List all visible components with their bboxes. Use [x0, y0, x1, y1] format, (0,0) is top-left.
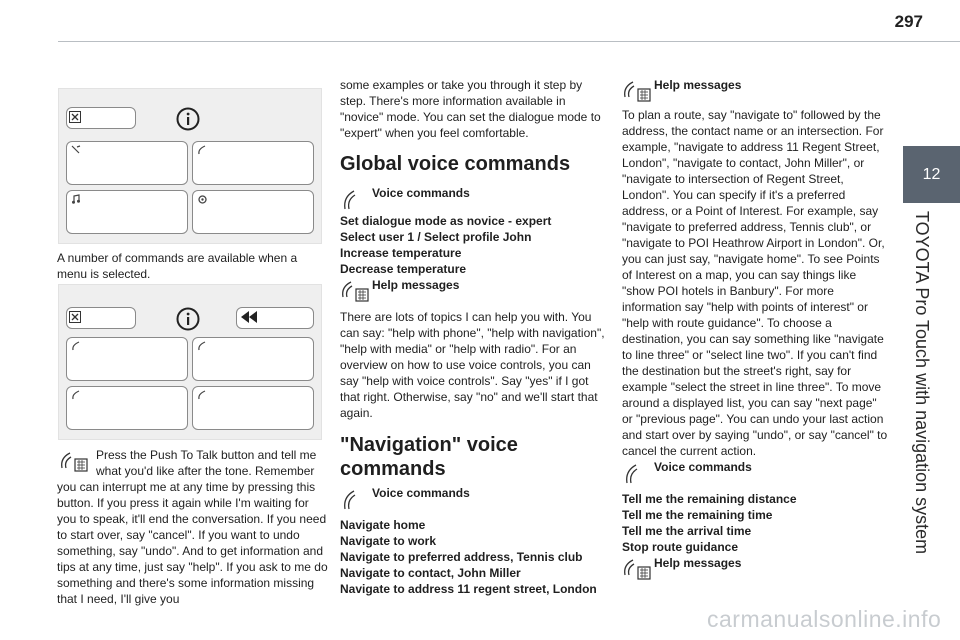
header-rule: [58, 41, 960, 42]
watermark[interactable]: carmanualsonline.info: [707, 606, 942, 632]
guidance-command-2: Tell me the remaining time: [622, 508, 773, 522]
voice-icon: [197, 341, 207, 351]
voice-command-icon: [622, 459, 654, 487]
help-messages-icon: [622, 77, 654, 105]
voice-icon: [71, 390, 81, 400]
rewind-icon: [239, 310, 259, 324]
nav-command-5: Navigate to address 11 regent street, London: [340, 582, 597, 596]
col1-caption: [57, 250, 329, 282]
nav-command-3: Navigate to preferred address, Tennis club: [340, 550, 583, 564]
route-help-text: To plan a route, say "navigate to" followed by the address, the contact name or an intersection. For example, "navigate to address 11 Regent Street, London", "navigate to contact, John Miller", or "navigate to intersection of Regent Street, London". You can specify if it's a preferred address, or a Point of Interest. For example, say "navigate to preferred address, Tennis club", or "navigate to POI Heathrow Airport in London". Or, you can just say, "navigate home". To see Points of Interest on a map, you can say things like "show POI hotels in Banbury". For more information say "help with points of interest" or "help with route guidance". To choose a destination, you can say something like "navigate to line three" or "select line two". If you can't find the destination but the street's right, say for example "select the street in line three". To move around a displayed list, you can say "next page" or "previous page". You can undo your last action and start over by saying "undo", or say "cancel" to cancel the current action.: [622, 108, 888, 458]
screen-button-10: [66, 386, 188, 430]
global-command-2: Select user 1 / Select profile John: [340, 230, 532, 244]
ptt-rest-lines: you can interrupt me at any time by pressing this button. If you press it again while I'm waiting for you to speak, it'll end the conversation. If you need to start over, say "cancel". If you want to undo something, say "undo". And to get information and tips at any time, just say "help". If you ask to me do something and there's some information missing that I need, I'll give you: [57, 480, 328, 606]
help-messages-row: [340, 277, 608, 305]
close-icon: [69, 111, 81, 123]
ptt-first-lines: Press the Push To Talk button and tell me what you'd like after the tone. Remember: [96, 448, 317, 478]
global-command-3: Increase temperature: [340, 246, 462, 260]
screen-button-4: [66, 190, 188, 234]
caption-text: A number of commands are available when a menu is selected.: [57, 251, 298, 281]
column-3: [622, 77, 889, 583]
screen-illustration-2: [58, 284, 322, 440]
voice-commands-label: Voice commands: [654, 460, 752, 474]
voice-icon: [71, 341, 81, 351]
help-messages-label: Help messages: [654, 556, 742, 570]
help-messages-icon: [622, 555, 654, 583]
voice-commands-label: Voice commands: [372, 186, 470, 200]
screen-illustration-1: [58, 88, 322, 244]
music-icon: [71, 194, 81, 204]
screen-button-11: [192, 386, 314, 430]
help-messages-row-2: [622, 555, 889, 583]
side-title: TOYOTA Pro Touch with navigation system: [912, 211, 932, 555]
voice-icon: [197, 145, 207, 155]
screen-button-3: [192, 141, 314, 185]
screen-button-2: [66, 141, 188, 185]
guidance-command-4: Stop route guidance: [622, 540, 739, 554]
global-heading: Global voice commands: [340, 153, 571, 175]
voice-commands-row: [622, 459, 889, 487]
voice-commands-label: Voice commands: [372, 486, 470, 500]
guidance-command-3: Tell me the arrival time: [622, 524, 752, 538]
chapter-tab[interactable]: 12: [903, 146, 960, 203]
nav-command-4: Navigate to contact, John Miller: [340, 566, 521, 580]
nav-command-1: Navigate home: [340, 518, 426, 532]
nav-heading-line-2: commands: [340, 458, 446, 480]
help-messages-label: Help messages: [372, 278, 460, 292]
push-to-talk-icon: [58, 450, 90, 474]
ptt-text-first: [96, 447, 324, 479]
gear-icon: [197, 194, 208, 205]
voice-icon: [197, 390, 207, 400]
column-2: [340, 77, 608, 597]
screen-button-8: [66, 337, 188, 381]
nav-heading-line-1: "Navigation" voice: [340, 434, 518, 456]
info-icon: [176, 107, 200, 131]
mute-icon: [71, 145, 81, 155]
screen-button-9: [192, 337, 314, 381]
voice-command-icon: [340, 485, 372, 513]
voice-command-icon: [340, 185, 372, 213]
intro-text: some examples or take you through it step by step. There's more information available in "novice" mode. You can set the dialogue mode to "expert" when you feel comfortable.: [340, 78, 601, 140]
screen-button-5: [192, 190, 314, 234]
global-command-4: Decrease temperature: [340, 262, 467, 276]
page-number: 297: [894, 12, 923, 31]
help-messages-row: [622, 77, 889, 105]
ptt-text-rest: [57, 479, 329, 607]
help-messages-label: Help messages: [654, 78, 742, 92]
voice-commands-row: [340, 185, 608, 213]
help-text: There are lots of topics I can help you with. You can say: "help with phone", "help with navigation", "help with media" or "help with radio". For an overview on how to use voice controls, you can say "help with voice controls". Say "yes" if I got that right. Otherwise, say "no" and we'll start that again.: [340, 310, 605, 420]
close-icon: [69, 311, 81, 323]
info-icon: [176, 307, 200, 331]
nav-voice-commands-row: [340, 485, 608, 513]
global-command-1: Set dialogue mode as novice - expert: [340, 214, 552, 228]
help-messages-icon: [340, 277, 372, 305]
nav-command-2: Navigate to work: [340, 534, 437, 548]
guidance-command-1: Tell me the remaining distance: [622, 492, 797, 506]
